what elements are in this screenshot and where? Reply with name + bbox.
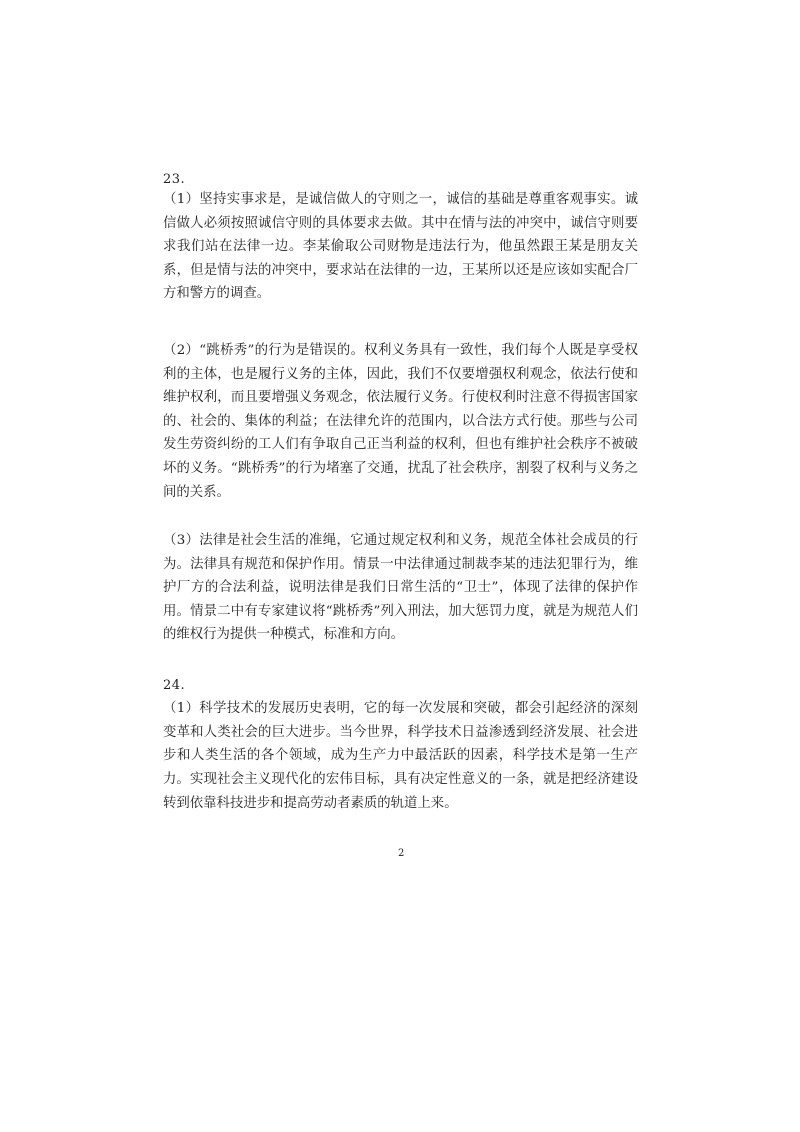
question-23-part-2: （2）“跳桥秀”的行为是错误的。权利义务具有一致性，我们每个人既是享受权利的主体，也是履行义务的主体，因此，我们不仅要增强权利观念，依法行使和维护权利，而且要增强义务观念，依法履行义务。行使权利时注意不得损害国家的、社会的、集体的利益；在法律允许的范围内，以合法方式行使。那些与公司发生劳资纠纷的工人们有争取自己正当利益的权利，但也有维护社会秩序不被破坏的义务。“跳桥秀”的行为堵塞了交通，扰乱了社会秩序，割裂了权利与义务之间的关系。	[163, 343, 638, 500]
question-24-conclusion: 实现社会主义现代化的宏伟目标，具有决定性意义的一条，就是把经济建设转到依靠科技进步和提高劳动者素质的轨道上来。	[163, 772, 638, 811]
question-23-number: 23.	[163, 172, 186, 187]
question-24-number: 24.	[163, 678, 186, 693]
question-23-part-1: （1）坚持实事求是，是诚信做人的守则之一，诚信的基础是尊重客观事实。诚信做人必须按照诚信守则的具体要求去做。其中在情与法的冲突中，诚信守则要求我们站在法律一边。李某偷取公司财物是违法行为，他虽然跟王某是朋友关系，但是情与法的冲突中，要求站在法律的一边，王某所以还是应该如实配合厂方和警方的调查。	[163, 192, 638, 302]
question-24-part-1: （1）科学技术的发展历史表明，它的每一次发展和突破，都会引起经济的深刻变革和人类社会的巨大进步。当今世界，科学技术日益渗透到经济发展、社会进步和人类生活的各个领域，成为生产力中最活跃的因素，科学技术是第一生产力。	[163, 701, 638, 787]
question-23-part-3: （3）法律是社会生活的准绳，它通过规定权利和义务，规范全体社会成员的行为。法律具有规范和保护作用。情景一中法律通过制裁李某的违法犯罪行为，维护厂方的合法利益，说明法律是我们日常生活的“卫士”，体现了法律的保护作用。情景二中有专家建议将“跳桥秀”列入刑法，加大惩罚力度，就是为规范人们的维权行为提供一种模式，标准和方向。	[163, 533, 638, 643]
page-number: 2	[398, 848, 405, 859]
